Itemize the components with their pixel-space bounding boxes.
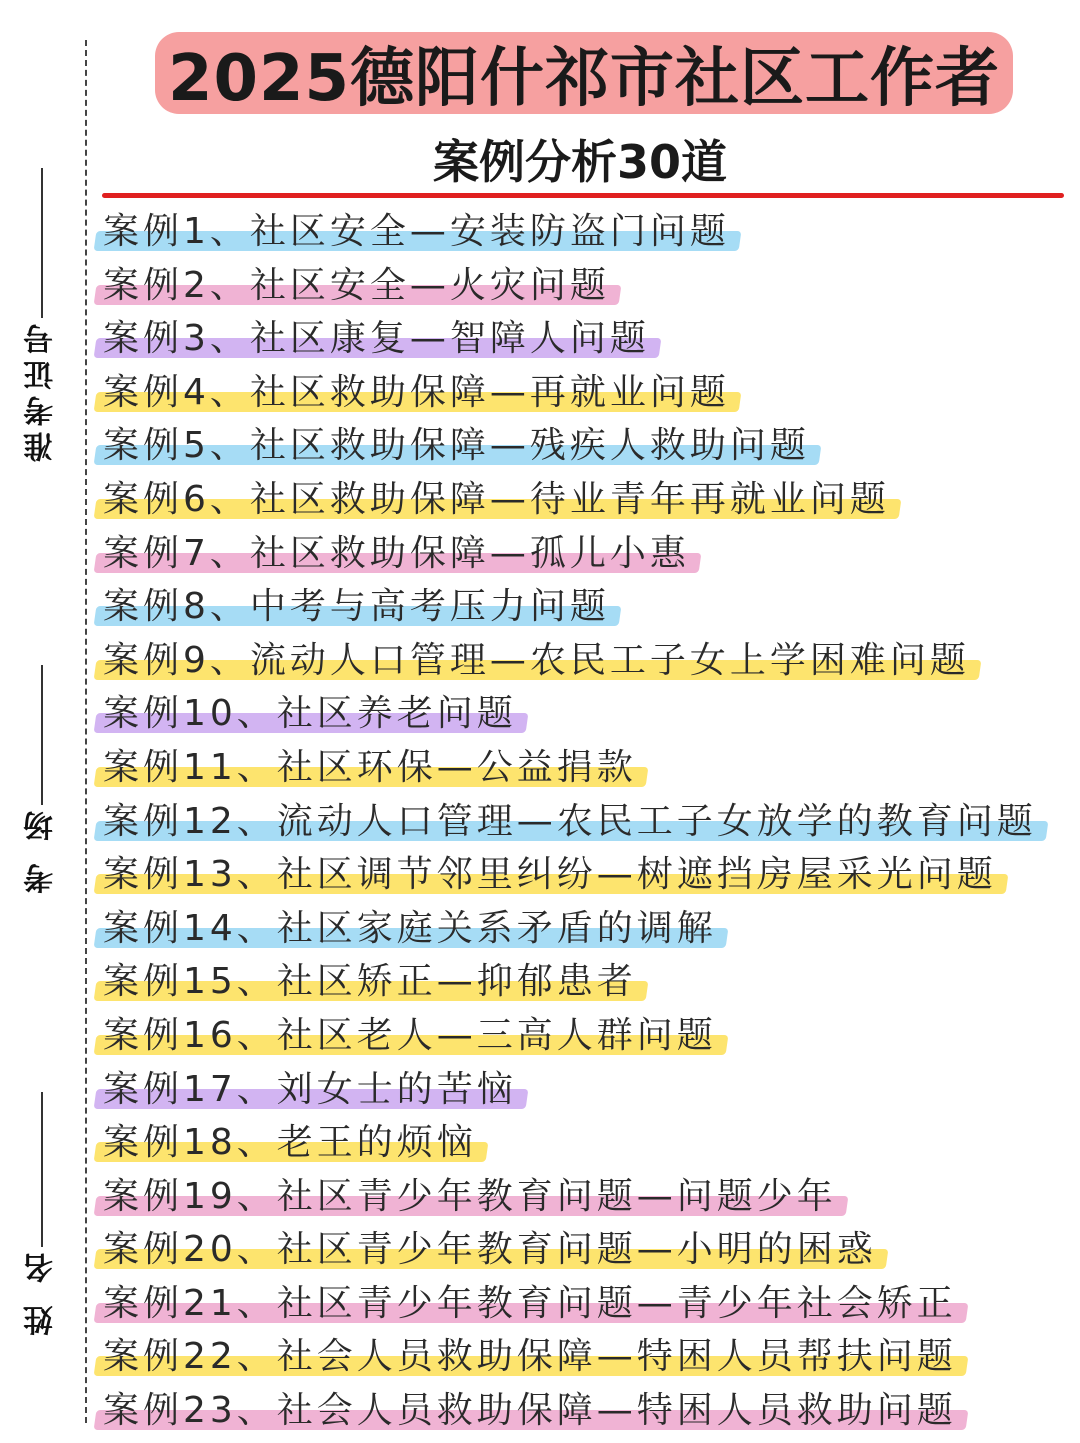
case-item-label: 案例7、社区救助保障—孤儿小惠 — [95, 529, 700, 579]
case-item — [95, 475, 1080, 529]
case-item — [95, 1118, 1080, 1172]
case-item — [95, 850, 1080, 904]
case-item-label: 案例19、社区青少年教育问题—问题少年 — [95, 1172, 847, 1222]
case-item — [95, 1332, 1080, 1386]
venue-field — [22, 665, 62, 893]
case-item-label: 案例15、社区矫正—抑郁患者 — [95, 957, 647, 1007]
case-item — [95, 1011, 1080, 1065]
case-item — [95, 1386, 1080, 1440]
case-item — [95, 1065, 1080, 1119]
case-item-label: 案例3、社区康复—智障人问题 — [95, 314, 660, 364]
case-item — [95, 743, 1080, 797]
admission-number-label: 准考证号 — [24, 318, 59, 462]
case-item-label: 案例21、社区青少年教育问题—青少年社会矫正 — [95, 1279, 967, 1329]
case-item-label: 案例2、社区安全—火灾问题 — [95, 261, 620, 311]
case-item-label: 案例14、社区家庭关系矛盾的调解 — [95, 904, 727, 954]
case-item — [95, 689, 1080, 743]
case-item-label: 案例17、刘女士的苦恼 — [95, 1065, 527, 1115]
case-item — [95, 904, 1080, 958]
case-item-label: 案例11、社区环保—公益捐款 — [95, 743, 647, 793]
case-item-label: 案例13、社区调节邻里纠纷—树遮挡房屋采光问题 — [95, 850, 1007, 900]
case-item — [95, 1225, 1080, 1279]
case-item-label: 案例4、社区救助保障—再就业问题 — [95, 368, 740, 418]
case-item-label: 案例10、社区养老问题 — [95, 689, 527, 739]
case-item-label: 案例1、社区安全—安装防盗门问题 — [95, 207, 740, 257]
dashed-binding-line — [85, 40, 87, 1423]
case-item-label: 案例23、社会人员救助保障—特困人员救助问题 — [95, 1386, 967, 1436]
case-item — [95, 636, 1080, 690]
case-item-label: 案例20、社区青少年教育问题—小明的困惑 — [95, 1225, 887, 1275]
venue-label: 考 场 — [24, 805, 59, 894]
admission-number-blank — [41, 168, 43, 318]
case-item — [95, 582, 1080, 636]
name-blank — [41, 1092, 43, 1247]
case-item — [95, 797, 1080, 851]
case-item-label: 案例6、社区救助保障—待业青年再就业问题 — [95, 475, 900, 525]
name-field — [22, 1092, 62, 1335]
case-item — [95, 207, 1080, 261]
name-label: 姓 名 — [24, 1247, 59, 1336]
case-item-label: 案例12、流动人口管理—农民工子女放学的教育问题 — [95, 797, 1047, 847]
title-divider — [102, 193, 1064, 198]
case-item-label: 案例18、老王的烦恼 — [95, 1118, 487, 1168]
case-item-label: 案例8、中考与高考压力问题 — [95, 582, 620, 632]
case-item-label: 案例22、社会人员救助保障—特困人员帮扶问题 — [95, 1332, 967, 1382]
case-item — [95, 1172, 1080, 1226]
case-list — [95, 207, 1080, 1440]
page-title: 2025德阳什祁市社区工作者 — [167, 42, 1001, 116]
page-subtitle: 案例分析30道 — [432, 135, 727, 189]
case-item — [95, 261, 1080, 315]
case-item — [95, 1279, 1080, 1333]
case-item — [95, 314, 1080, 368]
case-item-label: 案例16、社区老人—三高人群问题 — [95, 1011, 727, 1061]
case-item — [95, 957, 1080, 1011]
case-item — [95, 368, 1080, 422]
admission-number-field — [22, 168, 62, 462]
title-banner — [155, 32, 1013, 114]
case-item-label: 案例9、流动人口管理—农民工子女上学困难问题 — [95, 636, 980, 686]
venue-blank — [41, 665, 43, 805]
case-item — [95, 529, 1080, 583]
case-item — [95, 421, 1080, 475]
case-item-label: 案例5、社区救助保障—残疾人救助问题 — [95, 421, 820, 471]
